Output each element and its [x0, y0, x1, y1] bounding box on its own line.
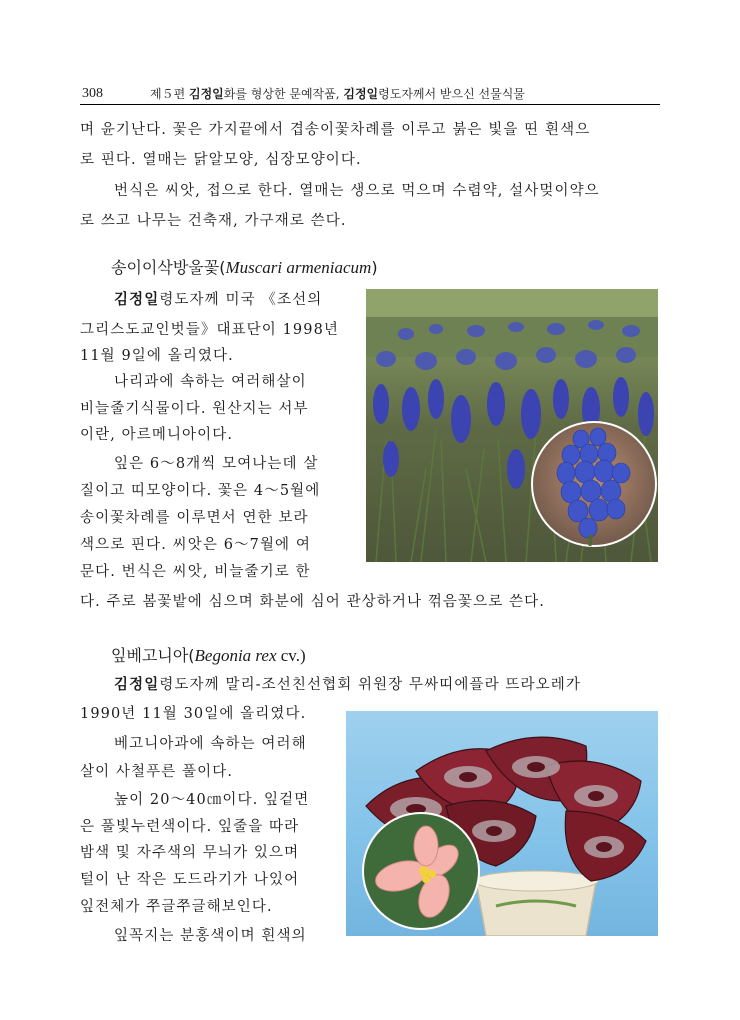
muscari-line: 송이꽃차례를 이루면서 연한 보라 [80, 510, 309, 526]
page-number: 308 [82, 86, 103, 101]
intro-line: 번식은 씨앗, 접으로 한다. 열매는 생으로 먹으며 수렴약, 설사멎이약으 [114, 183, 600, 199]
section-title-begonia: 잎베고니아(Begonia rex cv.) [111, 646, 306, 665]
begonia-line: 1990년 11월 30일에 올리였다. [80, 706, 307, 722]
begonia-line: 밤색 및 자주색의 무늬가 있으며 [80, 845, 300, 861]
begonia-line: 김정일령도자께 말리-조선친선협회 위원장 무싸띠에플라 뜨라오레가 [114, 677, 581, 693]
begonia-line: 잎전체가 쭈글쭈글해보인다. [80, 899, 273, 915]
page-header [80, 84, 660, 105]
muscari-line: 잎은 6～8개씩 모여나는데 살 [114, 456, 319, 472]
intro-line: 로 핀다. 열매는 닭알모양, 심장모양이다. [80, 152, 362, 168]
muscari-line: 이란, 아르메니아이다. [80, 427, 234, 443]
intro-line: 로 쓰고 나무는 건축재, 가구재로 쓴다. [80, 213, 347, 229]
muscari-line: 그리스도교인벗들》대표단이 1998년 [80, 322, 340, 338]
begonia-line: 잎꼭지는 분홍색이며 흰색의 [114, 928, 307, 944]
begonia-line: 털이 난 작은 도드라기가 나있어 [80, 872, 300, 888]
muscari-field-photo [366, 289, 658, 562]
muscari-line: 질이고 띠모양이다. 꽃은 4～5월에 [80, 483, 321, 499]
begonia-line: 은 풀빛누런색이다. 잎줄을 따라 [80, 819, 300, 835]
muscari-line: 문다. 번식은 씨앗, 비늘줄기로 한 [80, 564, 311, 580]
begonia-line: 높이 20～40㎝이다. 잎겉면 [114, 792, 310, 808]
begonia-illustration [346, 711, 658, 936]
begonia-line: 베고니아과에 속하는 여러해 [114, 736, 307, 752]
muscari-line: 나리과에 속하는 여러해살이 [114, 374, 307, 390]
intro-line: 며 윤기난다. 꽃은 가지끝에서 겹송이꽃차례를 이루고 붉은 빛을 띤 흰색으 [80, 122, 591, 138]
section-title-muscari: 송이이삭방울꽃(Muscari armeniacum) [111, 258, 378, 277]
begonia-line: 살이 사철푸른 풀이다. [80, 764, 234, 780]
begonia-pot-photo [346, 711, 658, 936]
running-title: 제５편 김정일화를 형상한 문예작품, 김정일령도자께서 받으신 선물식물 [150, 87, 525, 101]
muscari-line: 비늘줄기식물이다. 원산지는 서부 [80, 401, 309, 417]
muscari-line: 11월 9일에 올리였다. [80, 348, 234, 364]
muscari-field-illustration [366, 289, 658, 562]
muscari-line: 다. 주로 봄꽃밭에 심으며 화분에 심어 관상하거나 꺾음꽃으로 쓴다. [80, 594, 545, 610]
muscari-line: 김정일령도자께 미국 《조선의 [114, 292, 323, 308]
muscari-line: 색으로 핀다. 씨앗은 6～7월에 여 [80, 537, 311, 553]
